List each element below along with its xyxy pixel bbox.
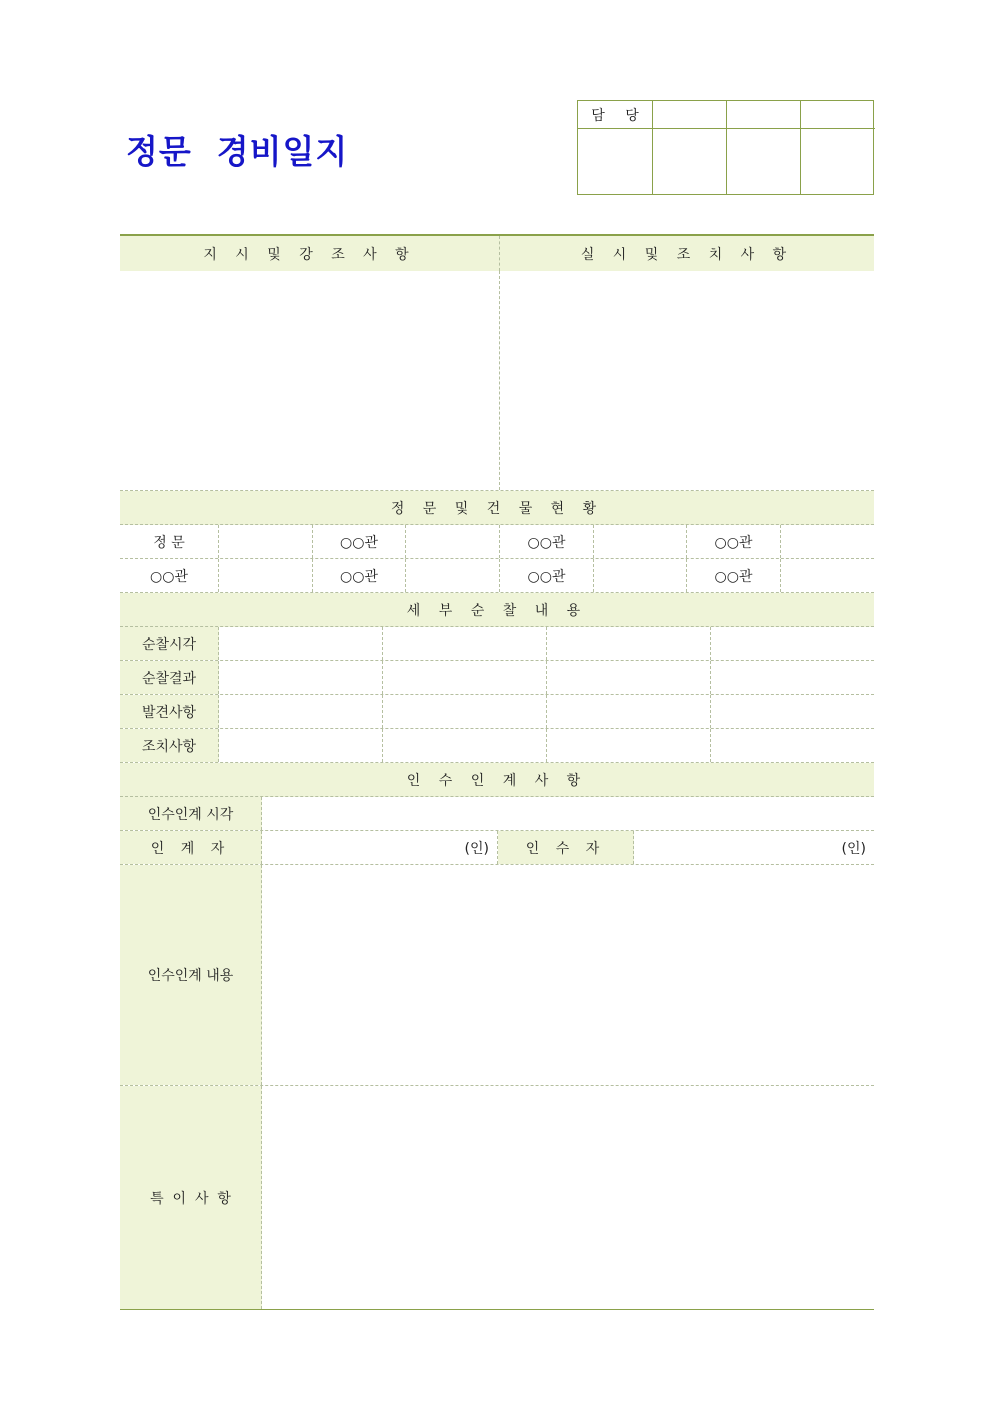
approval-sign-cell[interactable] <box>653 129 727 194</box>
instructions-header-row <box>120 236 874 271</box>
patrol-field[interactable] <box>219 729 383 762</box>
patrol-field[interactable] <box>383 627 547 660</box>
patrol-field[interactable] <box>383 695 547 728</box>
patrol-field[interactable] <box>383 661 547 694</box>
status-label: 정 문 <box>120 525 219 558</box>
status-row <box>120 525 874 559</box>
patrol-row <box>120 729 874 763</box>
status-label: ○○관 <box>313 525 406 558</box>
giver-label: 인 계 자 <box>120 831 262 864</box>
handover-content-label: 인수인계 내용 <box>120 865 262 1085</box>
approval-sign-cell[interactable] <box>727 129 801 194</box>
approval-sign-cell[interactable] <box>801 129 875 194</box>
remarks-label: 특 이 사 항 <box>120 1086 262 1309</box>
instructions-body-row <box>120 271 874 491</box>
patrol-field[interactable] <box>547 661 711 694</box>
status-field[interactable] <box>406 559 500 592</box>
actions-field[interactable] <box>500 271 874 490</box>
approval-header-cell <box>653 101 727 129</box>
handover-time-field[interactable] <box>262 797 874 830</box>
receiver-field[interactable] <box>634 831 874 864</box>
approval-header-cell <box>801 101 875 129</box>
status-label: ○○관 <box>687 559 781 592</box>
patrol-row <box>120 695 874 729</box>
patrol-field[interactable] <box>711 729 874 762</box>
status-label: ○○관 <box>687 525 781 558</box>
actions-header: 실 시 및 조 치 사 항 <box>500 236 874 271</box>
patrol-field[interactable] <box>219 661 383 694</box>
patrol-row-label: 순찰결과 <box>120 661 219 694</box>
patrol-field[interactable] <box>547 695 711 728</box>
approval-label: 담 당 <box>578 101 653 129</box>
receiver-seal-label: (인) <box>841 840 866 857</box>
giver-seal-label: (인) <box>464 840 489 857</box>
patrol-field[interactable] <box>547 627 711 660</box>
status-field[interactable] <box>219 559 313 592</box>
status-field[interactable] <box>406 525 500 558</box>
handover-time-label: 인수인계 시각 <box>120 797 262 830</box>
handover-content-field[interactable] <box>262 865 874 1085</box>
approval-header-cell <box>727 101 801 129</box>
patrol-log-form <box>120 234 874 1310</box>
status-label: ○○관 <box>500 559 594 592</box>
receiver-label: 인 수 자 <box>498 831 634 864</box>
status-field[interactable] <box>781 559 874 592</box>
status-header: 정 문 및 건 물 현 황 <box>120 491 874 525</box>
patrol-header: 세 부 순 찰 내 용 <box>120 593 874 627</box>
handover-people-row <box>120 831 874 865</box>
instructions-header: 지 시 및 강 조 사 항 <box>120 236 500 271</box>
patrol-field[interactable] <box>219 627 383 660</box>
handover-time-row <box>120 797 874 831</box>
status-field[interactable] <box>594 525 687 558</box>
approval-box <box>577 100 874 195</box>
patrol-field[interactable] <box>219 695 383 728</box>
patrol-row-label: 조치사항 <box>120 729 219 762</box>
status-label: ○○관 <box>500 525 594 558</box>
status-label: ○○관 <box>313 559 406 592</box>
patrol-field[interactable] <box>711 627 874 660</box>
status-field[interactable] <box>781 525 874 558</box>
handover-header: 인 수 인 계 사 항 <box>120 763 874 797</box>
page-title: 정문 경비일지 <box>126 132 349 171</box>
patrol-field[interactable] <box>711 661 874 694</box>
giver-field[interactable] <box>262 831 498 864</box>
patrol-row-label: 순찰시각 <box>120 627 219 660</box>
patrol-row-label: 발견사항 <box>120 695 219 728</box>
patrol-field[interactable] <box>547 729 711 762</box>
patrol-field[interactable] <box>711 695 874 728</box>
instructions-field[interactable] <box>120 271 500 490</box>
patrol-row <box>120 661 874 695</box>
status-field[interactable] <box>594 559 687 592</box>
approval-sign-cell[interactable] <box>578 129 653 194</box>
handover-content-row <box>120 865 874 1086</box>
patrol-row <box>120 627 874 661</box>
remarks-field[interactable] <box>262 1086 874 1309</box>
status-field[interactable] <box>219 525 313 558</box>
patrol-field[interactable] <box>383 729 547 762</box>
status-label: ○○관 <box>120 559 219 592</box>
status-row <box>120 559 874 593</box>
remarks-row <box>120 1086 874 1309</box>
